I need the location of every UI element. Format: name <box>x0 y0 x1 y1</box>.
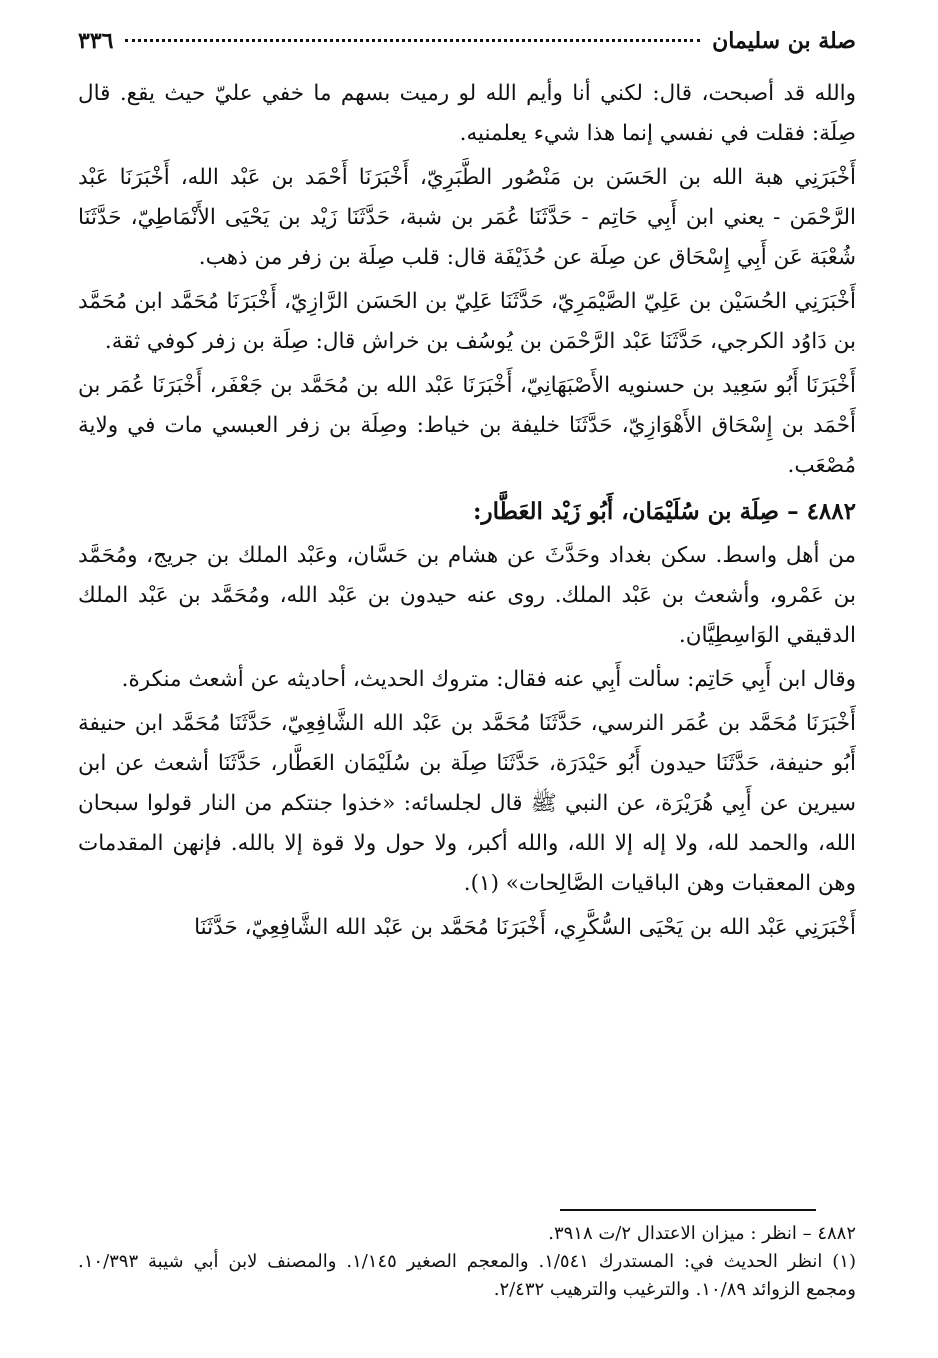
paragraph: وقال ابن أَبِي حَاتِم: سألت أَبِي عنه فقال: متروك الحديث، أحاديثه عن أشعث منكرة. <box>121 667 856 692</box>
paragraph: والله قد أصبحت، قال: لكني أنا وأيم الله لو رميت بسهم ما خفي عليّ حيث يقع. قال صِلَة: فقلت في نفسي إنما هذا شيء يعلمنيه. <box>78 81 856 146</box>
paragraph: أَخْبَرَنِي عَبْد الله بن يَحْيَى السُّكَّرِي، أَخْبَرَنَا مُحَمَّد بن عَبْد الله الشَّافِعِيّ، حَدَّثَنَا <box>194 915 856 940</box>
footnote-divider <box>560 1209 816 1211</box>
paragraph: أَخْبَرَنَا مُحَمَّد بن عُمَر النرسي، حَدَّثَنَا مُحَمَّد بن عَبْد الله الشَّافِعِيّ، حَدَّثَنَا مُحَمَّد ابن حنيفة أَبُو حنيفة، حَدَّثَنَا حيدون أَبُو حَيْدَرَة، حَدَّثَنَا صِلَة بن سُلَيْمَان العَطَّار، حَدَّثَنَا أشعث عن ابن سيرين عن أَبِي هُرَيْرَة، عن النبي ﷺ قال لجلسائه: «خذوا جنتكم من النار قولوا سبحان الله، والحمد لله، ولا إله إلا الله، والله أكبر، ولا حول ولا قوة إلا بالله. فإنهن المقدمات وهن المعقبات وهن الباقيات الصَّالِحات» (١). <box>78 711 856 896</box>
page-number: ٣٣٦ <box>78 28 114 54</box>
footnote: (١) انظر الحديث في: المستدرك ١/٥٤١. والمعجم الصغير ١/١٤٥. والمصنف لابن أبي شيبة ١٠/٣٩٣. ومجمع الزوائد ١٠/٨٩. والترغيب والترهيب ٢/٤٣٢. <box>78 1251 856 1300</box>
body-text <box>78 74 856 948</box>
paragraph: من أهل واسط. سكن بغداد وحَدَّثَ عن هشام بن حَسَّان، وعَبْد الملك بن جريج، ومُحَمَّد بن عَمْرو، وأشعث بن عَبْد الملك. روى عنه حيدون بن عَبْد الله، ومُحَمَّد بن عَبْد الملك الدقيقي الوَاسِطِيَّان. <box>78 543 856 648</box>
footnotes <box>78 1220 856 1304</box>
running-title: صلة بن سليمان <box>712 28 856 54</box>
footnote: ٤٨٨٢ – انظر : ميزان الاعتدال ٢/ت ٣٩١٨. <box>548 1223 856 1244</box>
paragraph: أَخْبَرَنِي هبة الله بن الحَسَن بن مَنْصُور الطَّبَرِيّ، أَخْبَرَنَا أَحْمَد بن عَبْد الله، أَخْبَرَنَا عَبْد الرَّحْمَن - يعني ابن أَبِي حَاتِم - حَدَّثَنَا عُمَر بن شبة، حَدَّثَنَا زَيْد بن يَحْيَى الأَنْمَاطِيّ، حَدَّثَنَا شُعْبَة عَن أَبِي إِسْحَاق عن صِلَة عن حُذَيْفَة قال: قلب صِلَة بن زفر من ذهب. <box>78 165 856 270</box>
leader-dots <box>125 39 700 42</box>
running-head <box>78 28 856 72</box>
paragraph: أَخْبَرَنِي الحُسَيْن بن عَلِيّ الصَّيْمَرِيّ، حَدَّثَنَا عَلِيّ بن الحَسَن الرَّازِيّ، أَخْبَرَنَا مُحَمَّد ابن مُحَمَّد بن دَاوُد الكرجي، حَدَّثَنَا عَبْد الرَّحْمَن بن يُوسُف بن خراش قال: صِلَة بن زفر كوفي ثقة. <box>78 289 856 354</box>
paragraph: أَخْبَرَنَا أَبُو سَعِيد بن حسنويه الأَصْبَهَانِيّ، أَخْبَرَنَا عَبْد الله بن مُحَمَّد بن جَعْفَر، أَخْبَرَنَا عُمَر بن أَحْمَد بن إِسْحَاق الأَهْوَازِيّ، حَدَّثَنَا خليفة بن خياط: وصِلَة بن زفر العبسي مات في ولاية مُصْعَب. <box>78 373 856 478</box>
entry-heading: ٤٨٨٢ – صِلَة بن سُلَيْمَان، أَبُو زَيْد العَطَّار: <box>472 498 856 525</box>
